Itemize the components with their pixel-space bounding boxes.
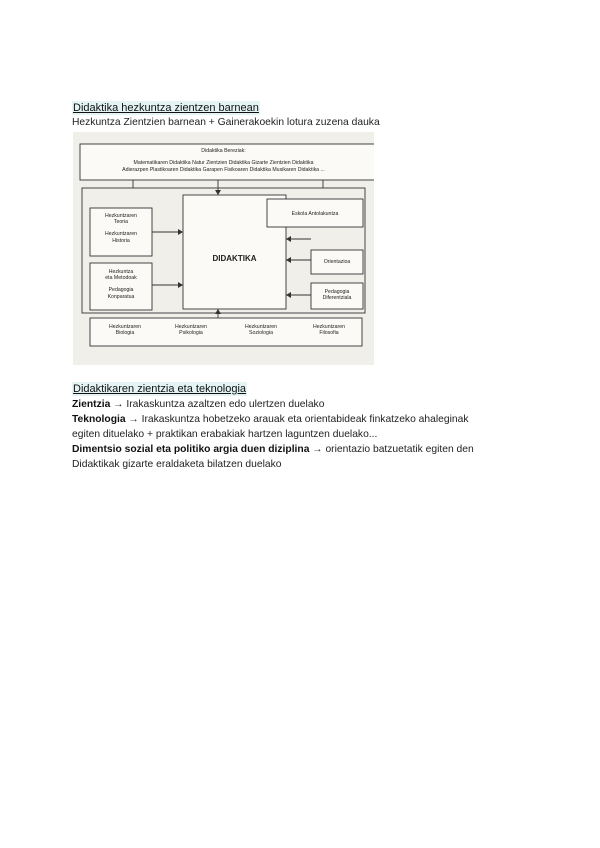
diagram-top-row1: Matematikaren Didaktika Natur Zientzien Didaktika Gizarte Zientzien Didaktika bbox=[133, 160, 314, 166]
diagram-center-label: DIDAKTIKA bbox=[212, 254, 257, 263]
intro-text: Hezkuntza Zientzien barnean + Gainerakoekin lotura zuzena dauka bbox=[72, 117, 380, 128]
text-line-zientzia: Zientzia → Irakaskuntza azaltzen edo ulertzen duelako bbox=[72, 399, 325, 410]
section-heading-zientzia-teknologia: Didaktikaren zientzia eta teknologia bbox=[73, 383, 247, 395]
diagram-left-box-1: Hezkuntzaren Teoria Hezkuntzaren Historia bbox=[104, 213, 137, 244]
text-line-teknologia: Teknologia → Irakaskuntza hobetzeko arauak eta orientabideak finkatzeko ahaleginak bbox=[72, 414, 469, 425]
text-line-teknologia-cont: egiten dituelako + praktikan erabakiak hartzen laguntzen duelako... bbox=[72, 429, 378, 440]
didaktika-diagram-image bbox=[73, 132, 374, 365]
diagram-top-row2: Adierazpen Plastikoaren Didaktika Garapen Fisikoaren Didaktika Musikaren Didaktika ... bbox=[122, 167, 325, 173]
section-heading-didaktika-hezkuntza: Didaktika hezkuntza zientzen barnean bbox=[73, 102, 259, 114]
text-line-dimentsio: Dimentsio sozial eta politiko argia duen diziplina → orientazio batzuetatik egiten den bbox=[72, 444, 474, 455]
diagram-right-box-1: Eskola Antolakuntza bbox=[291, 211, 339, 217]
diagram-top-title: Didaktika Bereziak: bbox=[201, 148, 246, 154]
diagram-right-box-3: Pedagogia Diferentziala bbox=[322, 289, 352, 302]
diagram-bottom-item-1: Hezkuntzaren Biologia bbox=[108, 324, 141, 337]
diagram-bottom-item-2: Hezkuntzaren Psikologia bbox=[174, 324, 207, 337]
diagram-left-box-2: Hezkuntza eta Metodoak Pedagogia Konparatua bbox=[105, 269, 137, 300]
text-line-dimentsio-cont: Didaktikak gizarte eraldaketa bilatzen duelako bbox=[72, 459, 282, 470]
diagram-bottom-item-4: Hezkuntzaren Filosofia bbox=[312, 324, 345, 337]
diagram-bottom-item-3: Hezkuntzaren Soziologia bbox=[244, 324, 277, 337]
diagram-right-box-2: Orientazioa bbox=[323, 259, 351, 265]
